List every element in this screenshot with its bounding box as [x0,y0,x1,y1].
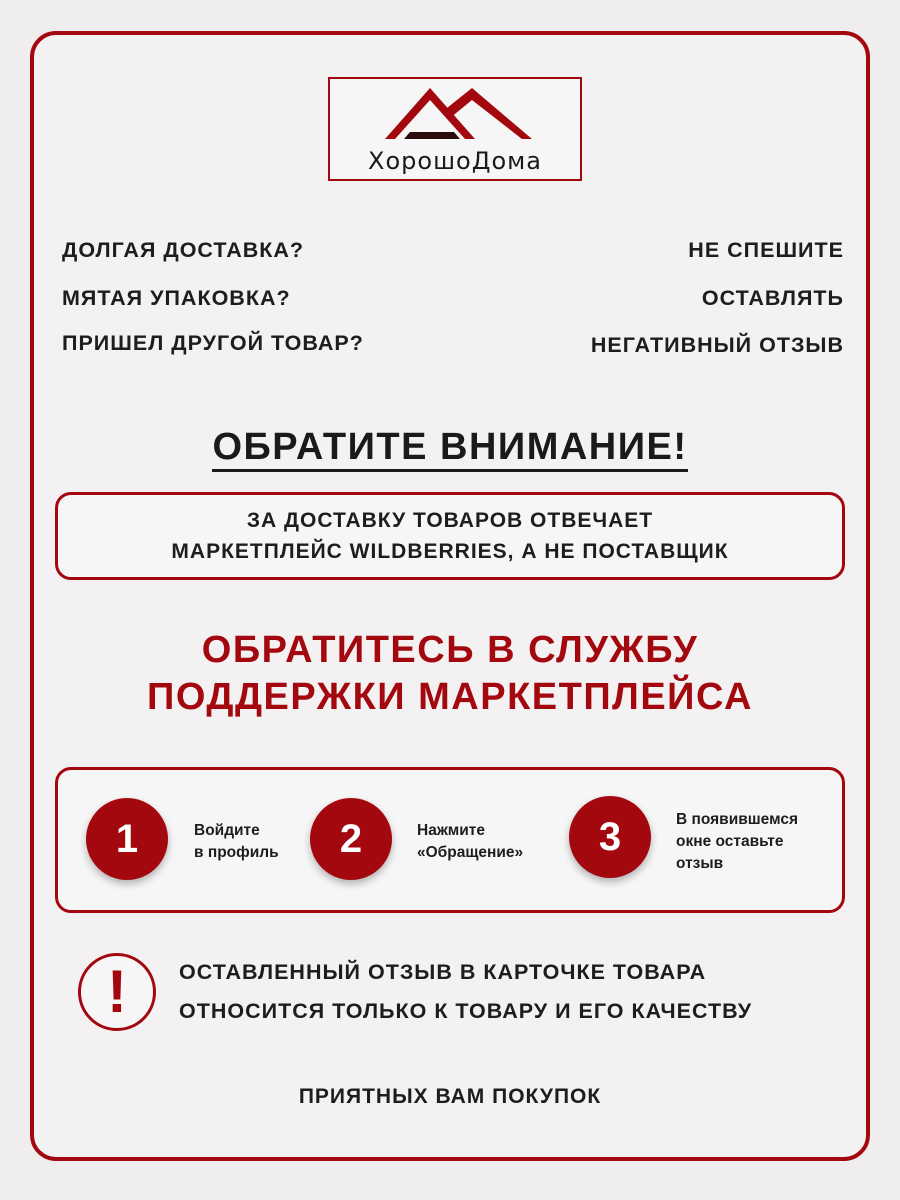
steps-box [55,767,845,913]
answer-line-2: ОСТАВЛЯТЬ [701,286,844,310]
warning-line-2: ОТНОСИТСЯ ТОЛЬКО К ТОВАРУ И ЕГО КАЧЕСТВУ [179,999,753,1023]
step-1-line-1: Войдите [194,822,260,839]
support-call-to-action [0,627,900,721]
cta-line-2: ПОДДЕРЖКИ МАРКЕТПЛЕЙСА [147,676,753,718]
brand-name: ХорошоДома [368,147,542,175]
step-1-badge: 1 [86,798,168,880]
notice-line-1: ЗА ДОСТАВКУ ТОВАРОВ ОТВЕЧАЕТ [246,509,654,532]
attention-heading [0,426,900,469]
closing-message: ПРИЯТНЫХ ВАМ ПОКУПОК [298,1085,602,1108]
roof-icon [382,82,532,144]
step-1-text [194,820,279,864]
question-delivery: ДОЛГАЯ ДОСТАВКА? [62,238,305,262]
step-3-badge: 3 [569,796,651,878]
step-2-badge: 2 [310,798,392,880]
info-card [30,31,870,1161]
brand-logo [328,77,582,181]
warning-line-1: ОСТАВЛЕННЫЙ ОТЗЫВ В КАРТОЧКЕ ТОВАРА [179,960,707,984]
cta-line-1: ОБРАТИТЕСЬ В СЛУЖБУ [201,629,699,671]
step-2-line-1: Нажмите [417,822,486,839]
exclamation-icon: ! [78,953,156,1031]
step-3-line-3: отзыв [676,855,724,872]
step-2-text [417,820,523,864]
step-3-text [676,809,798,875]
notice-line-2: МАРКЕТПЛЕЙС WILDBERRIES, А НЕ ПОСТАВЩИК [171,540,729,563]
delivery-notice-box [55,492,845,580]
step-1-line-2: в профиль [194,844,279,861]
step-3-line-1: В появившемся [676,811,799,828]
question-wrong-item: ПРИШЕЛ ДРУГОЙ ТОВАР? [62,331,364,355]
answer-line-1: НЕ СПЕШИТЕ [688,238,844,262]
step-3-line-2: окне оставьте [676,833,784,850]
question-packaging: МЯТАЯ УПАКОВКА? [62,286,291,310]
step-2-line-2: «Обращение» [417,844,524,861]
answer-line-3: НЕГАТИВНЫЙ ОТЗЫВ [590,333,844,357]
attention-heading-text: ОБРАТИТЕ ВНИМАНИЕ! [212,426,687,472]
